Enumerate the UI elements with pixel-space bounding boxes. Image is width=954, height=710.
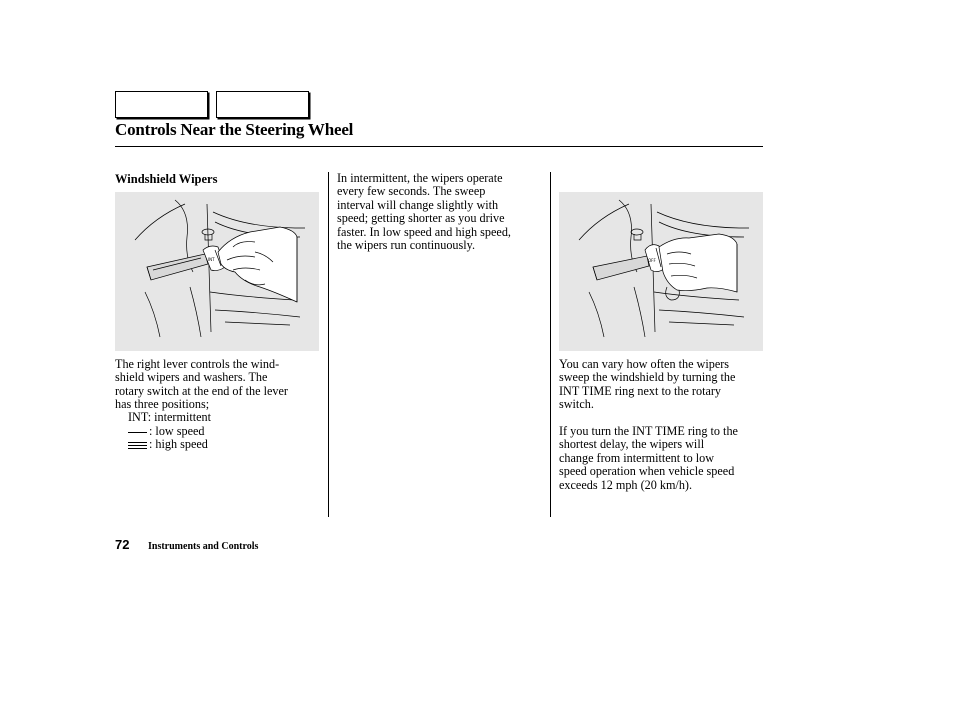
high-speed-icon	[128, 441, 147, 449]
column1-paragraph	[115, 358, 288, 412]
column-divider-2	[550, 172, 551, 517]
text-line: speed; getting shorter as you drive	[337, 211, 505, 226]
svg-text:OFF: OFF	[648, 258, 656, 263]
svg-text:INT: INT	[208, 257, 215, 262]
text-line: You can vary how often the wipers	[559, 357, 730, 371]
low-speed-icon	[128, 428, 147, 436]
header-tab-1[interactable]	[115, 91, 208, 118]
position-int-label: INT: intermittent	[128, 410, 211, 424]
text-line: shield wipers and washers. The	[115, 370, 268, 385]
text-line: In intermittent, the wipers operate	[337, 171, 503, 185]
column3-paragraph-2	[559, 425, 738, 492]
wiper-lever-illustration-2	[559, 192, 763, 351]
column3-paragraph-1	[559, 358, 735, 412]
text-line: shortest delay, the wipers will	[559, 437, 705, 452]
text-line: the wipers run continuously.	[337, 237, 475, 252]
text-line: sweep the windshield by turning the	[559, 370, 736, 385]
header-tab-2[interactable]	[216, 91, 309, 118]
column-divider-1	[328, 172, 329, 517]
text-line: If you turn the INT TIME ring to the	[559, 424, 738, 438]
text-line: The right lever controls the wind-	[115, 357, 280, 371]
position-high-label: : high speed	[149, 437, 208, 451]
page-number: 72	[115, 537, 130, 552]
position-int	[128, 411, 211, 424]
text-line: change from intermittent to low	[559, 450, 715, 465]
column2-paragraph	[337, 172, 511, 252]
text-line: rotary switch at the end of the lever	[115, 383, 288, 398]
text-line: exceeds 12 mph (20 km/h).	[559, 477, 693, 492]
title-rule	[115, 146, 763, 147]
section-title: Windshield Wipers	[115, 172, 218, 186]
position-high	[128, 438, 208, 451]
footer-section-name: Instruments and Controls	[148, 541, 259, 552]
text-line: faster. In low speed and high speed,	[337, 224, 511, 239]
text-line: switch.	[559, 397, 594, 412]
text-line: INT TIME ring next to the rotary	[559, 383, 722, 398]
page-title: Controls Near the Steering Wheel	[115, 120, 354, 139]
text-line: interval will change slightly with	[337, 197, 499, 212]
position-low-label: : low speed	[149, 424, 205, 438]
text-line: has three positions;	[115, 397, 210, 412]
text-line: speed operation when vehicle speed	[559, 464, 735, 479]
wiper-lever-illustration-1	[115, 192, 319, 351]
text-line: every few seconds. The sweep	[337, 184, 486, 199]
